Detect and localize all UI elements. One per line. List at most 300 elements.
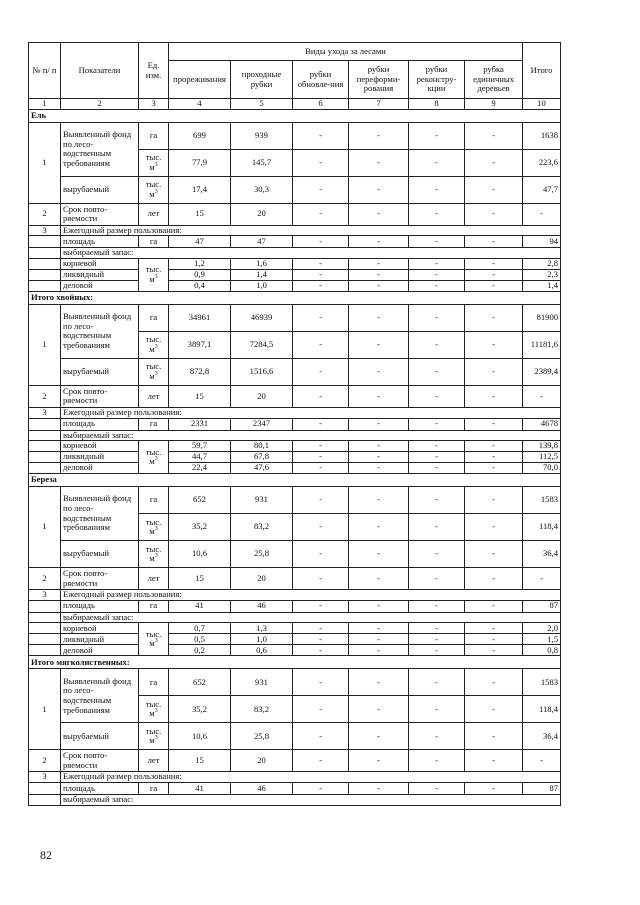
dash-cell: -: [293, 568, 349, 590]
annual-label: Ежегодный размер пользования:: [61, 407, 561, 418]
fund-ha-row: [29, 122, 561, 149]
dash-cell: -: [465, 487, 523, 514]
dash-cell: -: [409, 236, 465, 248]
annual-row: [29, 590, 561, 601]
total-cell: 1583: [523, 487, 561, 514]
stock-row: [29, 795, 561, 806]
unit-cube: 3: [154, 161, 158, 168]
root-label: корневой: [61, 258, 139, 269]
empty-cell: [29, 645, 61, 656]
row-number: 2: [29, 203, 61, 225]
area-row: [29, 418, 561, 430]
section-title-row: [29, 474, 561, 487]
unit-thous: тыс.: [145, 334, 162, 345]
unit-thous-m3: [139, 358, 169, 385]
dash-cell: -: [349, 269, 409, 280]
unit-ha: га: [139, 122, 169, 149]
row-number: 3: [29, 407, 61, 418]
dash-cell: -: [349, 149, 409, 176]
dash-cell: -: [293, 258, 349, 269]
fund-ha-row: [29, 487, 561, 514]
unit-ha: га: [139, 418, 169, 430]
dash-cell: -: [465, 514, 523, 541]
dash-cell: -: [293, 176, 349, 203]
dash-cell: -: [293, 514, 349, 541]
value-cell: 20: [231, 203, 293, 225]
business-row: [29, 645, 561, 656]
empty-cell: [29, 248, 61, 259]
dash-cell: -: [293, 600, 349, 612]
dash-cell: -: [465, 783, 523, 795]
value-cell: 699: [169, 122, 231, 149]
dash-cell: -: [409, 623, 465, 634]
unit-thous-m3: [139, 441, 169, 474]
unit-m: м: [149, 526, 155, 537]
unit-thous: тыс.: [145, 698, 162, 709]
dash-cell: -: [409, 176, 465, 203]
unit-cube: 3: [154, 188, 158, 195]
dash-cell: -: [409, 304, 465, 331]
value-cell: 3897,1: [169, 331, 231, 358]
dash-cell: -: [293, 541, 349, 568]
total-cell: -: [523, 385, 561, 407]
dash-cell: -: [349, 122, 409, 149]
value-cell: 1,2: [169, 258, 231, 269]
empty-cell: [29, 795, 61, 806]
unit-m: м: [149, 638, 155, 649]
dash-cell: -: [293, 634, 349, 645]
unit-years: лет: [139, 568, 169, 590]
dash-cell: -: [349, 623, 409, 634]
dash-cell: -: [409, 541, 465, 568]
value-cell: 67,8: [231, 452, 293, 463]
dash-cell: -: [409, 358, 465, 385]
liquid-row: [29, 452, 561, 463]
dash-cell: -: [465, 385, 523, 407]
total-cell: 118,4: [523, 514, 561, 541]
unit-thous-m3: [139, 541, 169, 568]
business-label: деловой: [61, 463, 139, 474]
root-row: [29, 258, 561, 269]
stock-row: [29, 612, 561, 623]
dash-cell: -: [293, 750, 349, 772]
area-row: [29, 600, 561, 612]
annual-label: Ежегодный размер пользования:: [61, 225, 561, 236]
value-cell: 1,3: [231, 623, 293, 634]
dash-cell: -: [409, 783, 465, 795]
dash-cell: -: [465, 669, 523, 696]
section-title: Береза: [29, 474, 561, 487]
value-cell: 25,8: [231, 723, 293, 750]
dash-cell: -: [349, 418, 409, 430]
total-cell: 1583: [523, 669, 561, 696]
dash-cell: -: [465, 750, 523, 772]
value-cell: 17,4: [169, 176, 231, 203]
section-title: Итого хвойных:: [29, 291, 561, 304]
value-cell: 1,6: [231, 258, 293, 269]
liquid-row: [29, 634, 561, 645]
total-cell: 1,5: [523, 634, 561, 645]
unit-ha: га: [139, 304, 169, 331]
dash-cell: -: [465, 723, 523, 750]
dash-cell: -: [409, 750, 465, 772]
value-cell: 46: [231, 600, 293, 612]
root-label: корневой: [61, 623, 139, 634]
dash-cell: -: [293, 645, 349, 656]
dash-cell: -: [349, 331, 409, 358]
value-cell: 15: [169, 203, 231, 225]
dash-cell: -: [409, 441, 465, 452]
value-cell: 35,2: [169, 696, 231, 723]
value-cell: 7284,5: [231, 331, 293, 358]
unit-cube: 3: [154, 274, 158, 281]
total-cell: 2389,4: [523, 358, 561, 385]
fund-ha-row: [29, 669, 561, 696]
value-cell: 0,9: [169, 269, 231, 280]
unit-cube: 3: [154, 344, 158, 351]
dash-cell: -: [349, 750, 409, 772]
empty-cell: [29, 463, 61, 474]
dash-cell: -: [465, 568, 523, 590]
header-number: 5: [231, 99, 293, 110]
value-cell: 47,6: [231, 463, 293, 474]
value-cell: 652: [169, 487, 231, 514]
unit-years: лет: [139, 750, 169, 772]
dash-cell: -: [409, 452, 465, 463]
total-cell: 118,4: [523, 696, 561, 723]
annual-row: [29, 772, 561, 783]
dash-cell: -: [409, 149, 465, 176]
cut-label: вырубаемый: [61, 358, 139, 385]
value-cell: 15: [169, 750, 231, 772]
dash-cell: -: [349, 600, 409, 612]
term-row: [29, 203, 561, 225]
unit-cube: 3: [154, 735, 158, 742]
dash-cell: -: [409, 600, 465, 612]
cut-row: [29, 723, 561, 750]
header-number: 3: [139, 99, 169, 110]
dash-cell: -: [349, 203, 409, 225]
dash-cell: -: [409, 723, 465, 750]
liquid-label: ликвидный: [61, 452, 139, 463]
area-row: [29, 236, 561, 248]
header-unit: Ед. изм.: [139, 43, 169, 99]
dash-cell: -: [409, 331, 465, 358]
row-number: 2: [29, 385, 61, 407]
term-label: Срок повто-ряемости: [61, 385, 139, 407]
area-label: площадь: [61, 600, 139, 612]
dash-cell: -: [409, 645, 465, 656]
dash-cell: -: [349, 452, 409, 463]
value-cell: 20: [231, 750, 293, 772]
header-col_thinning: прореживания: [169, 61, 231, 99]
unit-m: м: [149, 343, 155, 354]
unit-m: м: [149, 553, 155, 564]
value-cell: 30,3: [231, 176, 293, 203]
total-cell: 81900: [523, 304, 561, 331]
dash-cell: -: [409, 122, 465, 149]
business-label: деловой: [61, 645, 139, 656]
unit-thous: тыс.: [145, 361, 162, 372]
unit-ha: га: [139, 600, 169, 612]
total-cell: 4678: [523, 418, 561, 430]
unit-thous-m3: [139, 258, 169, 291]
dash-cell: -: [409, 487, 465, 514]
total-cell: 94: [523, 236, 561, 248]
header-row-1: [29, 43, 561, 61]
dash-cell: -: [409, 385, 465, 407]
dash-cell: -: [293, 487, 349, 514]
dash-cell: -: [349, 258, 409, 269]
business-row: [29, 463, 561, 474]
empty-cell: [29, 634, 61, 645]
unit-m: м: [149, 735, 155, 746]
dash-cell: -: [409, 203, 465, 225]
empty-cell: [29, 441, 61, 452]
dash-cell: -: [409, 696, 465, 723]
row-number: 1: [29, 122, 61, 203]
dash-cell: -: [409, 418, 465, 430]
value-cell: 44,7: [169, 452, 231, 463]
value-cell: 46: [231, 783, 293, 795]
fund-label: Выявленный фонд по лесо-водственным требованиям: [61, 669, 139, 723]
unit-thous: тыс.: [145, 516, 162, 527]
dash-cell: -: [293, 452, 349, 463]
dash-cell: -: [349, 358, 409, 385]
row-number: 2: [29, 568, 61, 590]
value-cell: 1,4: [231, 269, 293, 280]
dash-cell: -: [409, 634, 465, 645]
row-number: 1: [29, 487, 61, 568]
unit-thous: тыс.: [145, 725, 162, 736]
dash-cell: -: [293, 696, 349, 723]
empty-cell: [29, 612, 61, 623]
liquid-label: ликвидный: [61, 634, 139, 645]
section-title-row: [29, 109, 561, 122]
dash-cell: -: [293, 331, 349, 358]
total-cell: 112,5: [523, 452, 561, 463]
total-cell: -: [523, 568, 561, 590]
dash-cell: -: [293, 304, 349, 331]
value-cell: 41: [169, 600, 231, 612]
dash-cell: -: [349, 696, 409, 723]
area-row: [29, 783, 561, 795]
dash-cell: -: [293, 358, 349, 385]
dash-cell: -: [293, 623, 349, 634]
dash-cell: -: [293, 669, 349, 696]
dash-cell: -: [465, 418, 523, 430]
unit-ha: га: [139, 487, 169, 514]
dash-cell: -: [293, 385, 349, 407]
header-col_renewal: рубки обновле-ния: [293, 61, 349, 99]
empty-cell: [29, 280, 61, 291]
area-label: площадь: [61, 236, 139, 248]
unit-cube: 3: [154, 553, 158, 560]
liquid-row: [29, 269, 561, 280]
area-label: площадь: [61, 418, 139, 430]
total-cell: 36,4: [523, 541, 561, 568]
header-number: 8: [409, 99, 465, 110]
unit-cube: 3: [154, 371, 158, 378]
value-cell: 2331: [169, 418, 231, 430]
unit-thous-m3: [139, 149, 169, 176]
dash-cell: -: [465, 280, 523, 291]
dash-cell: -: [293, 203, 349, 225]
fund-ha-row: [29, 304, 561, 331]
value-cell: 1,0: [231, 280, 293, 291]
empty-cell: [29, 430, 61, 441]
value-cell: 35,2: [169, 514, 231, 541]
value-cell: 0,2: [169, 645, 231, 656]
dash-cell: -: [293, 463, 349, 474]
annual-row: [29, 225, 561, 236]
section-title-row: [29, 291, 561, 304]
stock-label: выбираемый запас:: [61, 248, 561, 259]
unit-years: лет: [139, 385, 169, 407]
section-title: Итого мягколиственных:: [29, 656, 561, 669]
dash-cell: -: [293, 149, 349, 176]
value-cell: 1516,6: [231, 358, 293, 385]
value-cell: 15: [169, 568, 231, 590]
cut-label: вырубаемый: [61, 723, 139, 750]
header-col_single: рубка единичных деревьев: [465, 61, 523, 99]
total-cell: 11181,6: [523, 331, 561, 358]
annual-row: [29, 407, 561, 418]
unit-thous-m3: [139, 623, 169, 656]
total-cell: -: [523, 203, 561, 225]
unit-thous: тыс.: [145, 628, 162, 639]
value-cell: 0,6: [231, 645, 293, 656]
total-cell: 70,0: [523, 463, 561, 474]
root-label: корневой: [61, 441, 139, 452]
term-label: Срок повто-ряемости: [61, 568, 139, 590]
dash-cell: -: [293, 236, 349, 248]
dash-cell: -: [465, 176, 523, 203]
value-cell: 34961: [169, 304, 231, 331]
dash-cell: -: [293, 723, 349, 750]
header-number: 7: [349, 99, 409, 110]
dash-cell: -: [465, 258, 523, 269]
header-group-title: Виды ухода за лесами: [169, 43, 523, 61]
value-cell: 939: [231, 122, 293, 149]
unit-years: лет: [139, 203, 169, 225]
header-number: 2: [61, 99, 139, 110]
dash-cell: -: [465, 236, 523, 248]
dash-cell: -: [465, 541, 523, 568]
row-number: 3: [29, 590, 61, 601]
page-number: 82: [40, 848, 52, 862]
unit-m: м: [149, 188, 155, 199]
dash-cell: -: [409, 568, 465, 590]
value-cell: 0,7: [169, 623, 231, 634]
dash-cell: -: [465, 463, 523, 474]
empty-cell: [29, 418, 61, 430]
dash-cell: -: [293, 122, 349, 149]
row-number: 1: [29, 304, 61, 385]
dash-cell: -: [465, 623, 523, 634]
dash-cell: -: [349, 280, 409, 291]
dash-cell: -: [293, 418, 349, 430]
value-cell: 2347: [231, 418, 293, 430]
dash-cell: -: [465, 331, 523, 358]
value-cell: 41: [169, 783, 231, 795]
unit-cube: 3: [154, 456, 158, 463]
section-title: Ель: [29, 109, 561, 122]
header-number: 6: [293, 99, 349, 110]
dash-cell: -: [409, 258, 465, 269]
row-number: 3: [29, 225, 61, 236]
annual-label: Ежегодный размер пользования:: [61, 772, 561, 783]
total-cell: 2,0: [523, 623, 561, 634]
header-col_reform: рубки переформи-рования: [349, 61, 409, 99]
empty-cell: [29, 452, 61, 463]
stock-label: выбираемый запас:: [61, 612, 561, 623]
value-cell: 1,0: [231, 634, 293, 645]
value-cell: 83,2: [231, 696, 293, 723]
value-cell: 77,9: [169, 149, 231, 176]
business-row: [29, 280, 561, 291]
header-no: № п/ п: [29, 43, 61, 99]
value-cell: 20: [231, 385, 293, 407]
dash-cell: -: [409, 280, 465, 291]
dash-cell: -: [465, 122, 523, 149]
dash-cell: -: [349, 568, 409, 590]
unit-thous-m3: [139, 514, 169, 541]
stock-label: выбираемый запас:: [61, 795, 561, 806]
total-cell: 223,6: [523, 149, 561, 176]
value-cell: 59,7: [169, 441, 231, 452]
value-cell: 25,8: [231, 541, 293, 568]
value-cell: 0,5: [169, 634, 231, 645]
empty-cell: [29, 258, 61, 269]
total-cell: 0,8: [523, 645, 561, 656]
term-row: [29, 385, 561, 407]
value-cell: 47: [169, 236, 231, 248]
dash-cell: -: [349, 669, 409, 696]
term-label: Срок повто-ряемости: [61, 750, 139, 772]
dash-cell: -: [349, 385, 409, 407]
root-row: [29, 623, 561, 634]
value-cell: 145,7: [231, 149, 293, 176]
row-number: 3: [29, 772, 61, 783]
value-cell: 931: [231, 487, 293, 514]
dash-cell: -: [349, 304, 409, 331]
header-total: Итого: [523, 43, 561, 99]
total-cell: -: [523, 750, 561, 772]
dash-cell: -: [465, 304, 523, 331]
dash-cell: -: [465, 358, 523, 385]
dash-cell: -: [293, 280, 349, 291]
business-label: деловой: [61, 280, 139, 291]
unit-thous-m3: [139, 331, 169, 358]
fund-label: Выявленный фонд по лесо-водственным требованиям: [61, 122, 139, 176]
value-cell: 47: [231, 236, 293, 248]
unit-thous-m3: [139, 176, 169, 203]
unit-thous: тыс.: [145, 152, 162, 162]
dash-cell: -: [349, 645, 409, 656]
header-indicator: Показатели: [61, 43, 139, 99]
dash-cell: -: [409, 669, 465, 696]
value-cell: 0,4: [169, 280, 231, 291]
stock-label: выбираемый запас:: [61, 430, 561, 441]
annual-label: Ежегодный размер пользования:: [61, 590, 561, 601]
value-cell: 46939: [231, 304, 293, 331]
empty-cell: [29, 623, 61, 634]
unit-m: м: [149, 370, 155, 381]
value-cell: 10,6: [169, 541, 231, 568]
section-title-row: [29, 656, 561, 669]
unit-m: м: [149, 161, 155, 172]
